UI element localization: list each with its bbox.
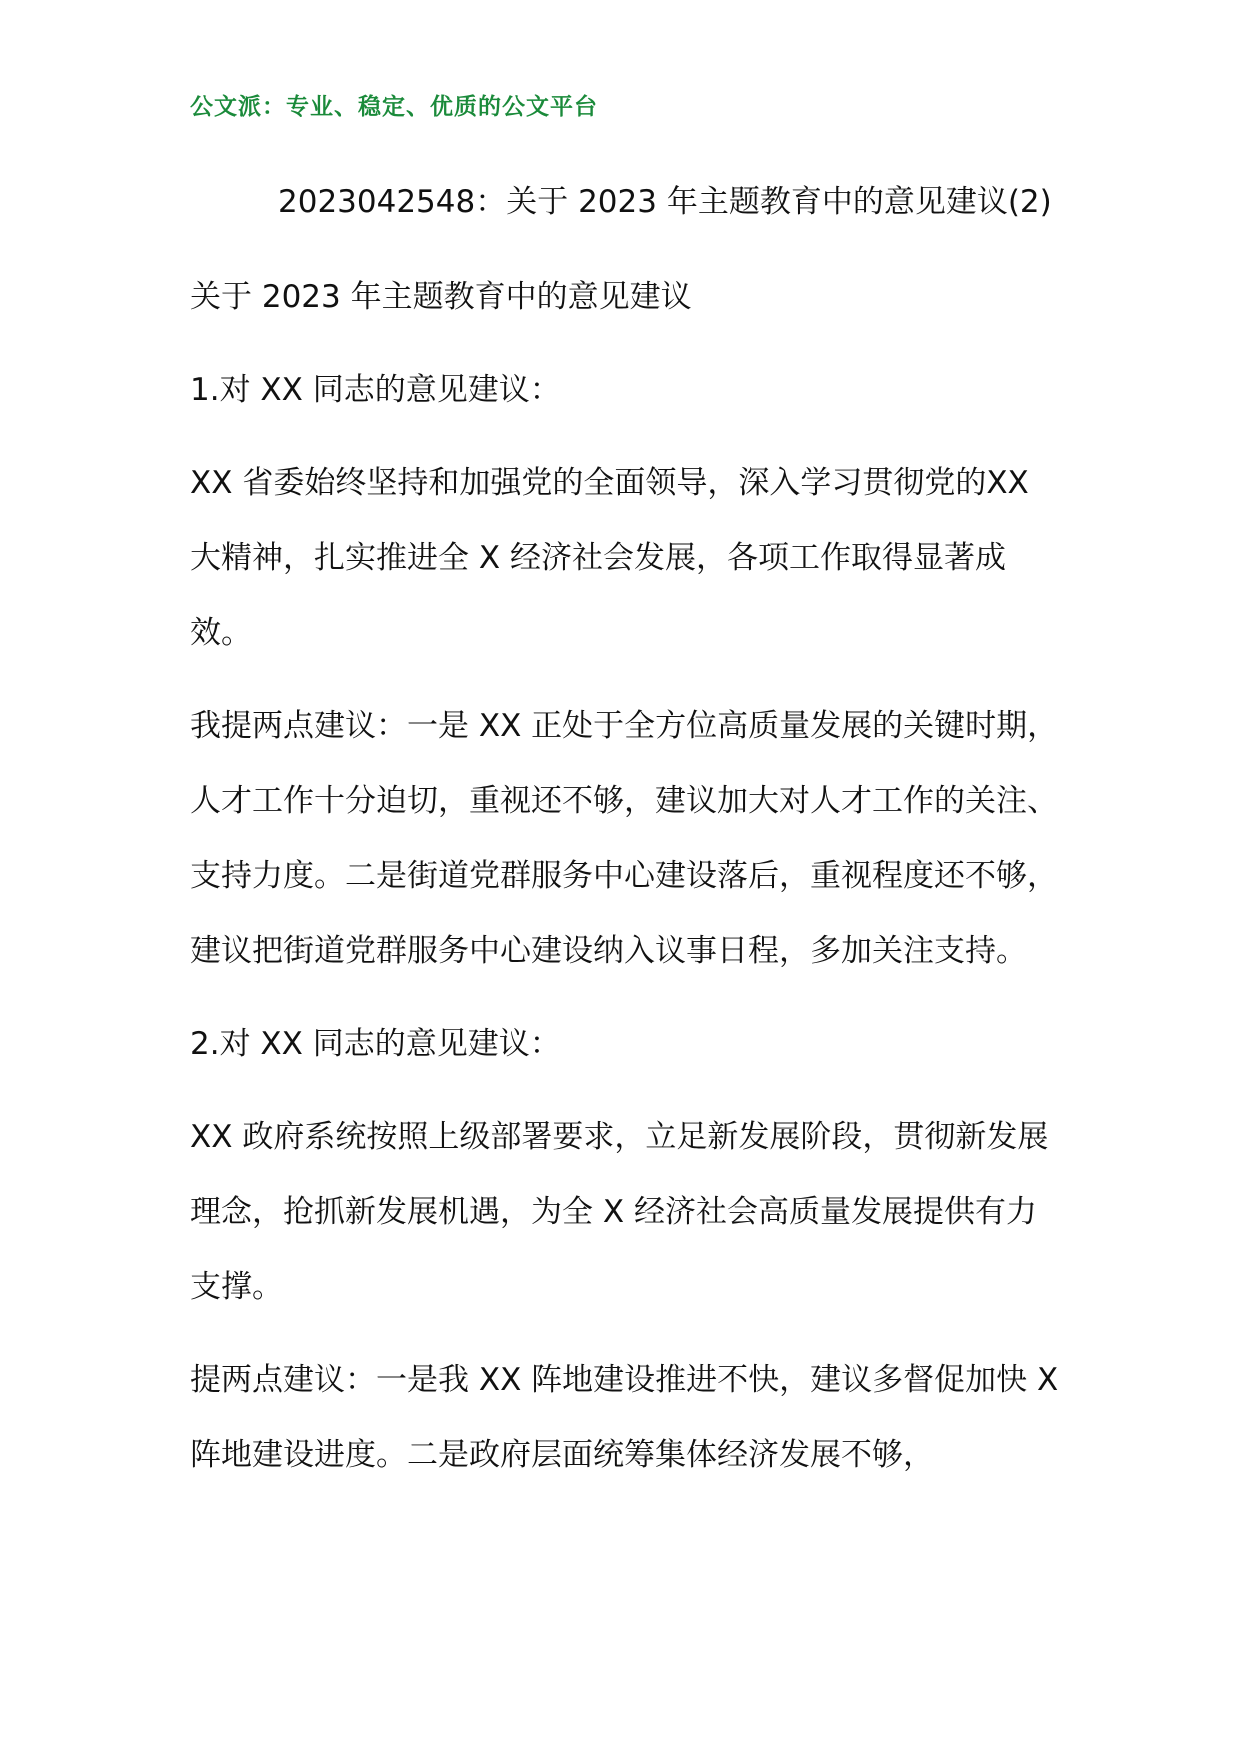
section-heading: 1.对 XX 同志的意见建议： bbox=[190, 372, 561, 408]
body-paragraph: XX 省委始终坚持和加强党的全面领导，深入学习贯彻党的XX 大精神，扎实推进全 X 经济社会发展，各项工作取得显著成效。 bbox=[190, 465, 1029, 651]
brand-header: 公文派：专业、稳定、优质的公文平台 bbox=[190, 93, 598, 120]
body-paragraph: 提两点建议：一是我 XX 阵地建设推进不快，建议多督促加快 X 阵地建设进度。二是政府层面统筹集体经济发展不够， bbox=[190, 1362, 1059, 1473]
body-paragraph: XX 政府系统按照上级部署要求，立足新发展阶段，贯彻新发展理念，抢抓新发展机遇，为全 X 经济社会高质量发展提供有力支撑。 bbox=[190, 1119, 1049, 1305]
document-body bbox=[190, 260, 1060, 1511]
document-subtitle: 关于 2023 年主题教育中的意见建议 bbox=[190, 279, 692, 315]
section-heading: 2.对 XX 同志的意见建议： bbox=[190, 1026, 561, 1062]
document-title: 2023042548：关于 2023 年主题教育中的意见建议(2) bbox=[278, 184, 1052, 220]
body-paragraph: 我提两点建议：一是 XX 正处于全方位高质量发展的关键时期，人才工作十分迫切，重视还不够，建议加大对人才工作的关注、支持力度。二是街道党群服务中心建设落后，重视程度还不够，建议把街道党群服务中心建设纳入议事日程，多加关注支持。 bbox=[190, 708, 1059, 969]
